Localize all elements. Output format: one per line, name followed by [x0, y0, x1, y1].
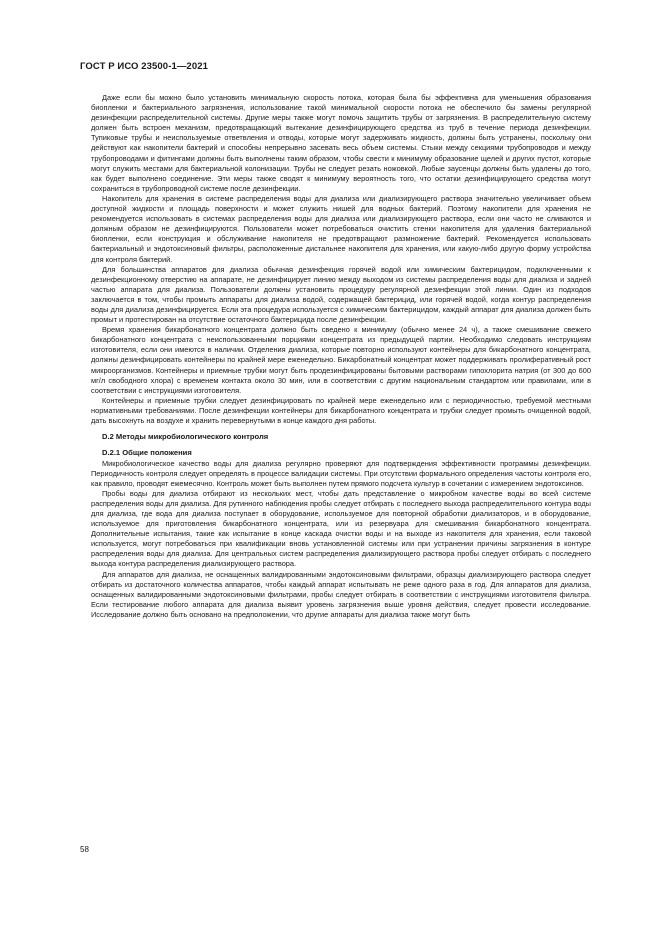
section-heading: D.2 Методы микробиологического контроля: [102, 432, 269, 442]
paragraph: Для аппаратов для диализа, не оснащенных валидированными эндотоксиновыми фильтрами, образцы диализирующего раствора следует отбирать из достаточного количества аппаратов, чтобы каждый аппарат испытывать не реже одного раза в год. Для аппаратов для диализа, оснащенных валидированными эндотоксиновыми фильтрами, пробы следует отбирать в соответствии с инструкциями изготовителя фильтра. Если тестирование любого аппарата для диализа выявит уровень загрязнения выше уровня действия, следует провести исследование. Исследование должно быть основано на предположении, что другие аппараты для диализа также могут быть: [91, 569, 591, 619]
subsection-heading: D.2.1 Общие положения: [102, 448, 192, 458]
paragraph: Накопитель для хранения в системе распределения воды для диализа или диализирующего раствора значительно увеличивает объем доступной жидкости и площадь поверхности и может служить нишей для водных бактерий. Поэтому накопители для хранения не рекомендуется использовать в системах распределения воды для диализа или диализирующего раствора, если они часто не сливаются и должным образом не дезинфицируются. Пользователи может потребоваться очистить стенки накопителя для удаления бактериальной биопленки, если конструкция и обслуживание накопителя не предотвращают размножение бактерий. Рекомендуется использовать бактериальный и эндотоксиновый фильтры, расположенные дистальнее накопителя для хранения, или какую-либо другую форму устройства для контроля бактерий.: [91, 193, 591, 264]
paragraph: Микробиологическое качество воды для диализа регулярно проверяют для подтверждения эффективности программы дезинфекции. Периодичность контроля следует определять в процессе валидации системы. При отсутствии формального определения частоты контроля его, как правило, проводят ежемесячно. Контроль может быть выполнен путем прямого подсчета культур в сочетании с измерением эндотоксинов.: [91, 458, 591, 488]
paragraph: Контейнеры и приемные трубки следует дезинфицировать по крайней мере еженедельно или с периодичностью, требуемой местными нормативными требованиями. После дезинфекции контейнеры для бикарбонатного концентрата и трубки следует промыть очищенной водой, дать высохнуть на воздухе и хранить перевернутыми в конце каждого дня работы.: [91, 395, 591, 425]
page-number: 58: [80, 845, 89, 854]
paragraph: Для большинства аппаратов для диализа обычная дезинфекция горячей водой или химическим бактерицидом, подключенными к дезинфекционному отверстию на аппарате, не дезинфицирует линию между выходом из системы распределения воды для диализа и задней частью аппарата для диализа. Пользователи должны установить процедуру регулярной дезинфекции этой линии. Один из подходов заключается в том, чтобы промыть аппараты для диализа водой, содержащей бактерицид, или горячей водой, когда контур распределения воды для диализа дезинфицируется. Если эта процедура используется с химическим бактерицидом, каждый аппарат для диализа должен быть промыт и протестирован на отсутствие остаточного бактерицида после дезинфекции.: [91, 264, 591, 325]
paragraph: Время хранения бикарбонатного концентрата должно быть сведено к минимуму (обычно менее 24 ч), а также смешивание свежего бикарбонатного концентрата с неиспользованными порциями концентрата из предыдущей партии. Необходимо следовать инструкциям изготовителя, если они имеются в наличии. Отделения диализа, которые повторно используют контейнеры для бикарбонатного концентрата, должны дезинфицировать контейнеры по крайней мере еженедельно. Бикарбонатный концентрат может поддерживать пролиферативный рост микроорганизмов. Контейнеры и приемные трубки могут быть продезинфицированы бытовыми растворами гипохлорита натрия (от 300 до 600 мг/л свободного хлора) с временем контакта около 30 мин, или в соответствии с другим национальным стандартом или правилами, или в соответствии с инструкциями изготовителя.: [91, 325, 591, 395]
document-header: ГОСТ Р ИСО 23500-1—2021: [80, 61, 208, 72]
paragraph: Пробы воды для диализа отбирают из нескольких мест, чтобы дать представление о микробном качестве воды во всей системе распределения воды для диализа. Для рутинного наблюдения пробы следует отбирать с последнего выхода распределительного контура воды для диализа, где вода для диализа поступает в оборудование, используемое для повторной обработки диализаторов, и в оборудование, используемое для приготовления бикарбонатного концентрата, или из резервуара для смешивания бикарбонатного концентрата. Дополнительные испытания, такие как испытание в конце каскада очистки воды и на выходе из накопителя для хранения, если таковой используется, могут потребоваться при квалификации вновь установленной системы или при устранении причины загрязнения в контуре распределения воды для диализа. Для центральных систем распределения диализирующего раствора пробы следует отбирать с последнего выхода контура распределения диализирующего раствора.: [91, 488, 591, 569]
paragraph: Даже если бы можно было установить минимальную скорость потока, которая была бы эффективна для уменьшения образования биопленки и бактериального загрязнения, использование такой минимальной скорости потока не обеспечило бы замены регулярной дезинфекции распределительной системы. Другие меры также могут помочь защитить трубы от загрязнения. В распределительную систему должен быть встроен механизм, предотвращающий вытекание дезинфицирующего средства из труб в течение периода дезинфекции. Тупиковые трубы и неиспользуемые ответвления и отводы, которые могут задерживать жидкость, должны быть устранены, поскольку они действуют как накопители бактерий и способны непрерывно засевать весь объем системы. Стыки между секциями трубопроводов и между трубопроводами и фитингами должны быть выполнены таким образом, чтобы свести к минимуму образование щелей и других пустот, которые могут служить местами для бактериальной колонизации. Трубы не следует резать ножовкой. Любые заусенцы должны быть удалены до того, как будет выполнено соединение. Эти меры также сводят к минимуму вероятность того, что остатки дезинфицирующего средства могут сохраниться в трубопроводной системе после дезинфекции.: [91, 93, 591, 193]
document-body: [91, 93, 591, 620]
